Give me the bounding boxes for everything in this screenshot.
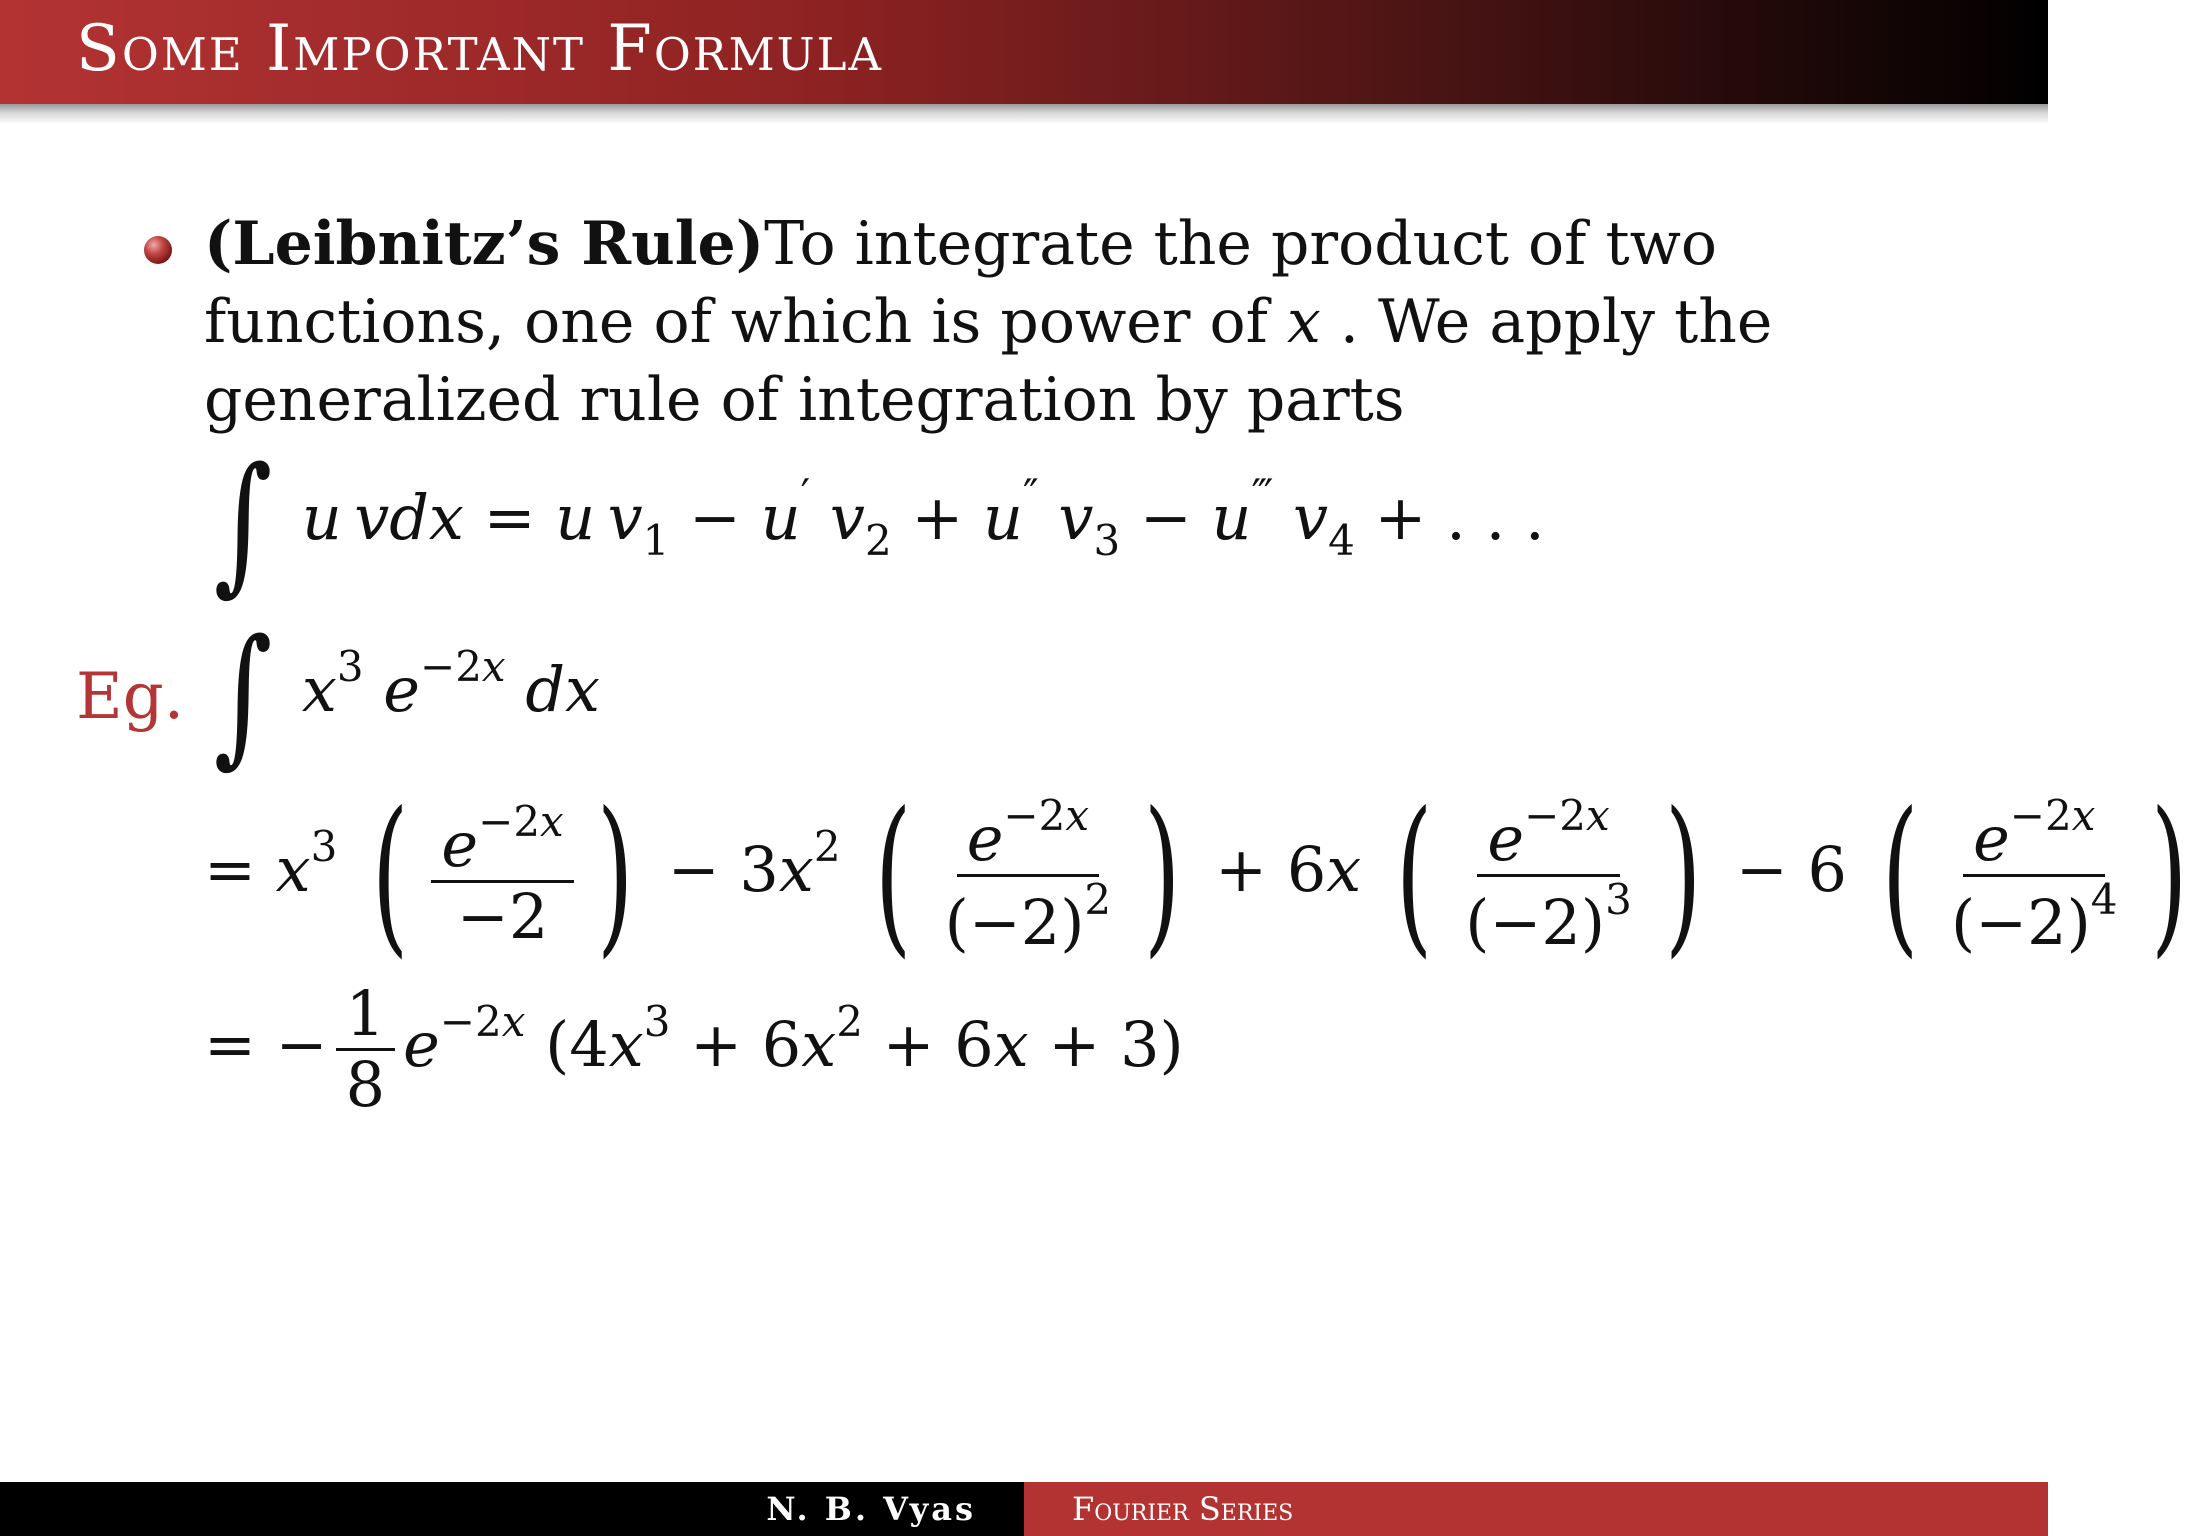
paragraph-line-2 — [204, 283, 1964, 361]
footer — [0, 1482, 2048, 1536]
leibnitz-formula: ∫ u vdx = u $v_1 - u'$ $v_2 + u''$ $v_3 - u^‴$ $v_4$ + . . . — [213, 436, 1545, 610]
paragraph-line-1 — [204, 205, 1964, 283]
integral-sign: ∫ — [213, 608, 273, 782]
slide-title: Some Important Formula — [76, 12, 883, 86]
example-label: Eg. — [76, 660, 185, 734]
title-bar-shadow — [0, 104, 2048, 124]
example-result: = − $\frac{1}{8}$ $e^{-2x}$ $(4x^3 + 6x^2 + 6x + 3)$ — [204, 977, 1184, 1122]
rule-label: (Leibnitz’s Rule) — [204, 209, 765, 279]
paragraph-line-3: generalized rule of integration by parts — [204, 365, 1405, 435]
example-integral: ∫ $x^3$ $e^{-2x}$ dx — [213, 608, 600, 782]
paragraph-line-1-text: To integrate the product of two — [764, 209, 1718, 279]
paragraph-line-2-post: . We apply the — [1320, 287, 1773, 357]
footer-author: N. B. Vyas — [0, 1482, 1024, 1536]
footer-course: Fourier Series — [1024, 1482, 2048, 1536]
rule-paragraph — [204, 205, 1964, 439]
integral-sign: ∫ — [213, 436, 273, 610]
bullet-icon — [144, 236, 172, 264]
paragraph-line-2-pre: functions, one of which is power of — [204, 287, 1287, 357]
variable-x: x — [1286, 287, 1321, 357]
example-step-1: = $x^3$ ( $\frac{e^{-2x}}{-2}$ ) − $3x^2$ ( $\frac{e^{-2x}}{(-2)^2}$ ) + 6x ( $\frac{e^{-2x}}{(-2)^3}$ ) − 6 ( $\frac{e^{-2x}}{(-2)^4}$ ) — [204, 776, 2187, 974]
